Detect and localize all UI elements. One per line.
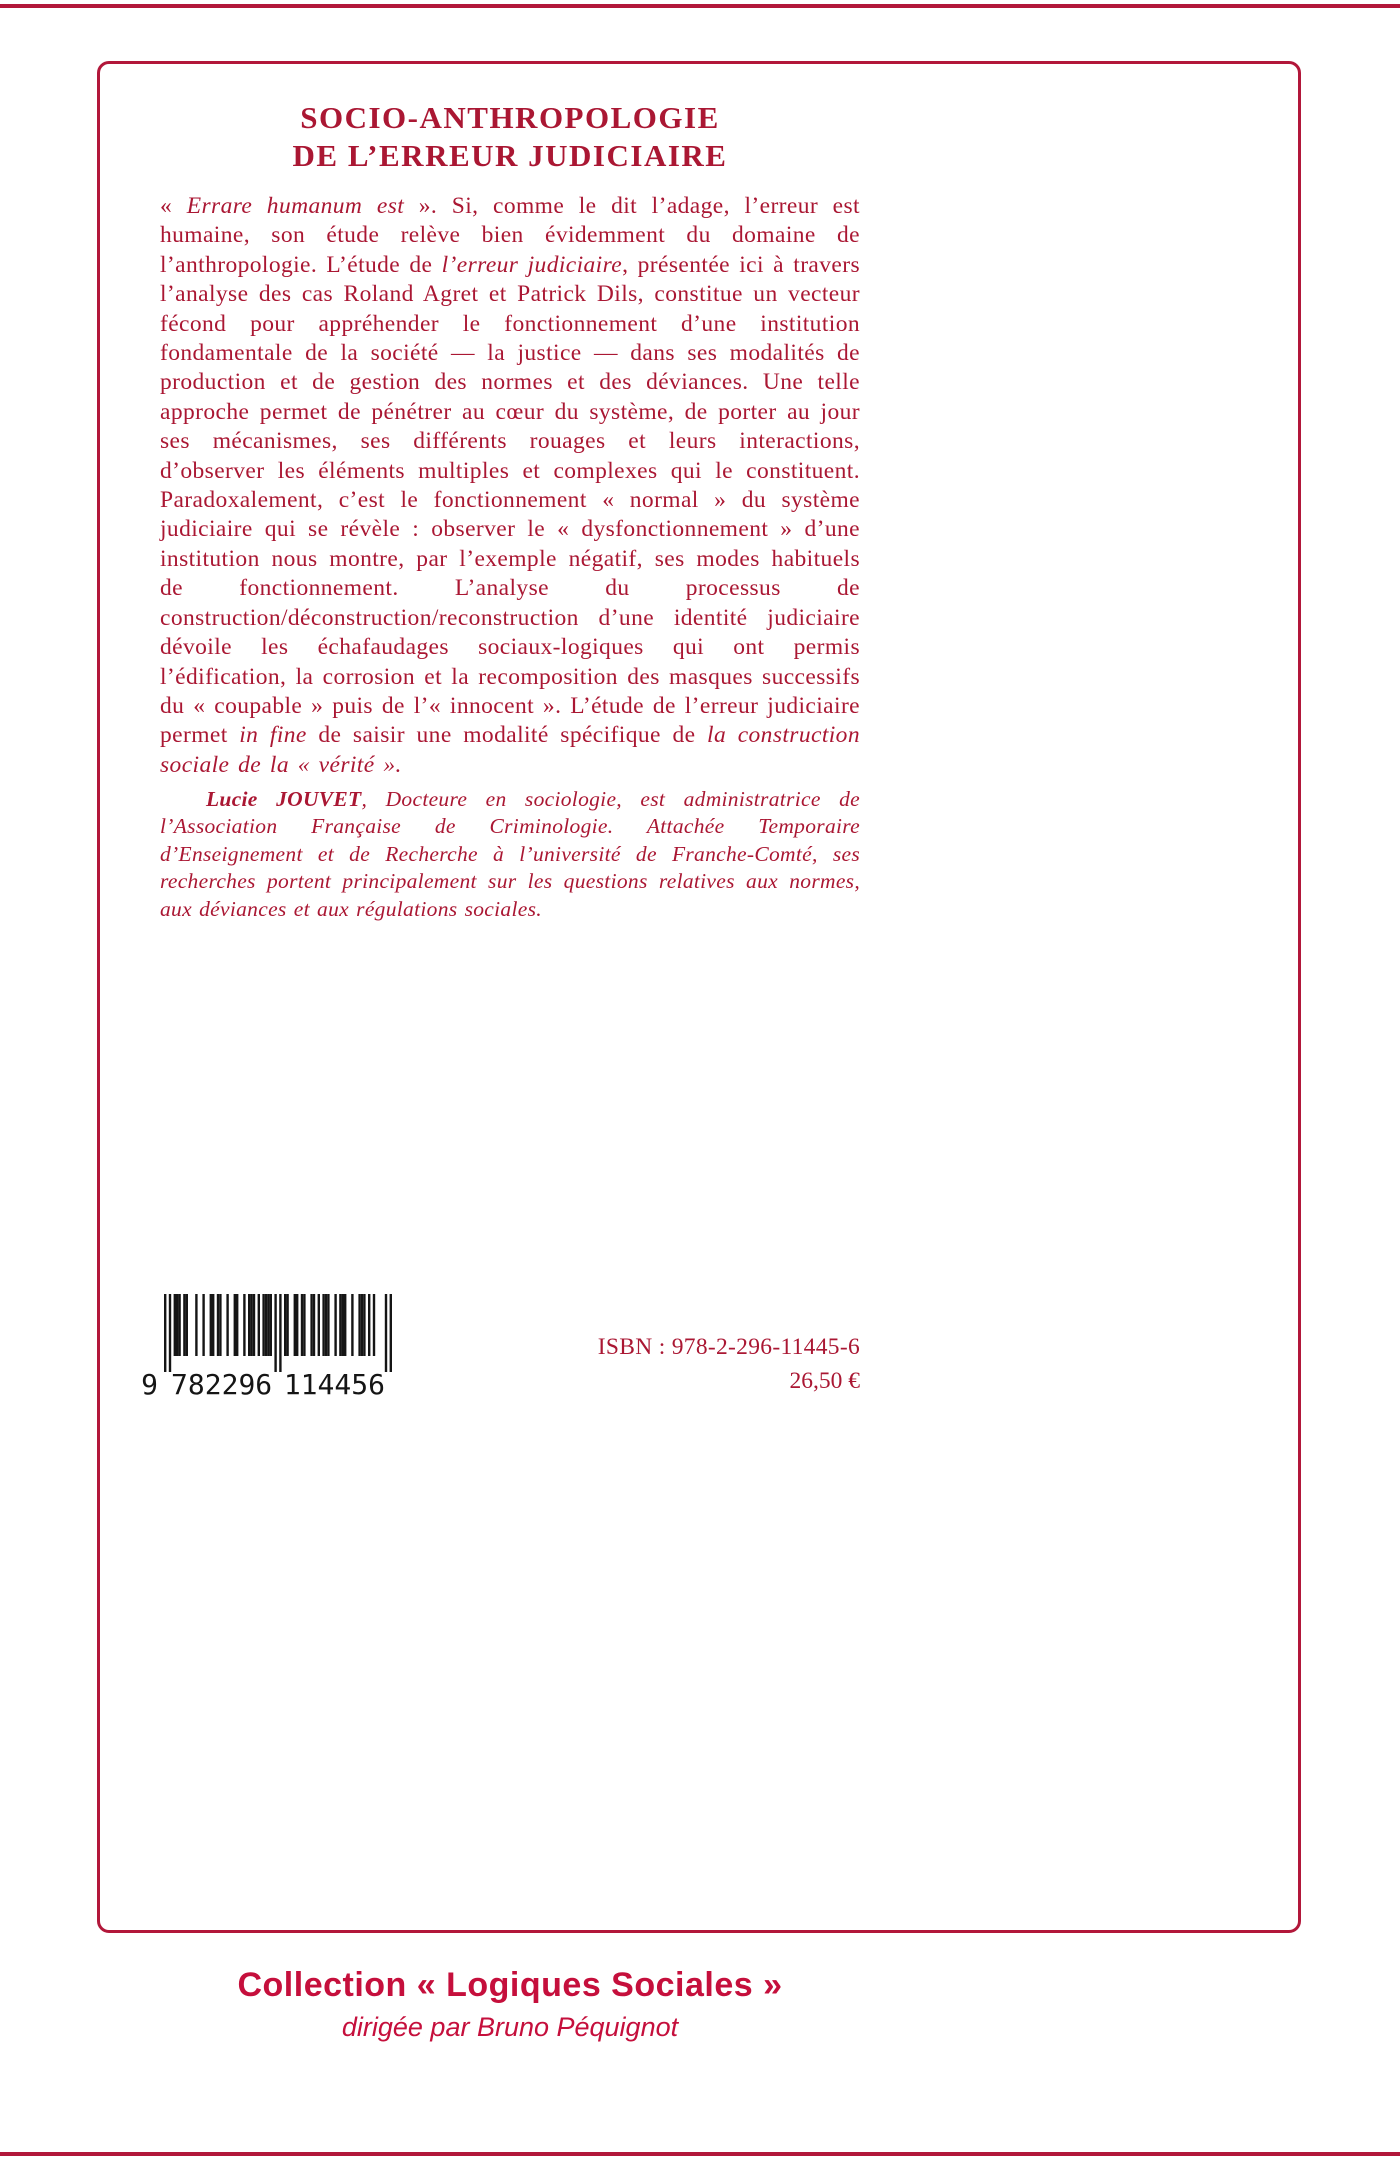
book-title	[160, 99, 860, 175]
price-label: 26,50 €	[789, 1368, 860, 1394]
svg-text:114456: 114456	[283, 1368, 385, 1398]
book-title-line-1: SOCIO-ANTHROPOLOGIE	[300, 100, 720, 135]
bottom-rule	[0, 2152, 1400, 2156]
top-rule	[0, 4, 1400, 8]
synopsis-paragraph: « Errare humanum est ». Si, comme le dit l’adage, l’erreur est humaine, son étude relève bien évidemment du domaine de l’anthropologie. L’étude de l’erreur judiciaire, présentée ici à travers l’analyse des cas Roland Agret et Patrick Dils, constitue un vecteur fécond pour appréhender le fonctionnement d’une institution fondamentale de la société — la justice — dans ses modalités de production et de gestion des normes et des déviances. Une telle approche permet de pénétrer au cœur du système, de porter au jour ses mécanismes, ses différents rouages et leurs interactions, d’observer les éléments multiples et complexes qui le constituent. Paradoxalement, c’est le fonctionnement « normal » du système judiciaire qui se révèle : observer le « dysfonctionnement » d’une institution nous montre, par l’exemple négatif, ses modes habituels de fonctionnement. L’analyse du processus de construction/déconstruction/reconstruction d’une identité judiciaire dévoile les échafaudages sociaux-logiques qui ont permis l’édification, la corrosion et la recomposition des masques successifs du « coupable » puis de l’« innocent ». L’étude de l’erreur judiciaire permet in fine de saisir une modalité spécifique de la construction sociale de la « vérité ».	[160, 193, 861, 778]
author-bio: Lucie JOUVET, Docteure en sociologie, est administratrice de l’Association Française de Criminologie. Attachée Temporaire d’Enseignement et de Recherche à l’université de Franche-Comté, ses recherches portent principalement sur les questions relatives aux normes, aux déviances et aux régulations sociales.	[160, 787, 860, 921]
svg-text:9: 9	[141, 1368, 158, 1398]
isbn-label: ISBN : 978-2-296-11445-6	[597, 1334, 860, 1360]
svg-text:782296: 782296	[171, 1368, 273, 1398]
book-title-line-2: DE L’ERREUR JUDICIAIRE	[292, 138, 728, 173]
barcode	[140, 1294, 392, 1403]
collection-title: Collection « Logiques Sociales »	[237, 1966, 783, 2004]
collection-director: dirigée par Bruno Péquignot	[341, 2012, 679, 2042]
